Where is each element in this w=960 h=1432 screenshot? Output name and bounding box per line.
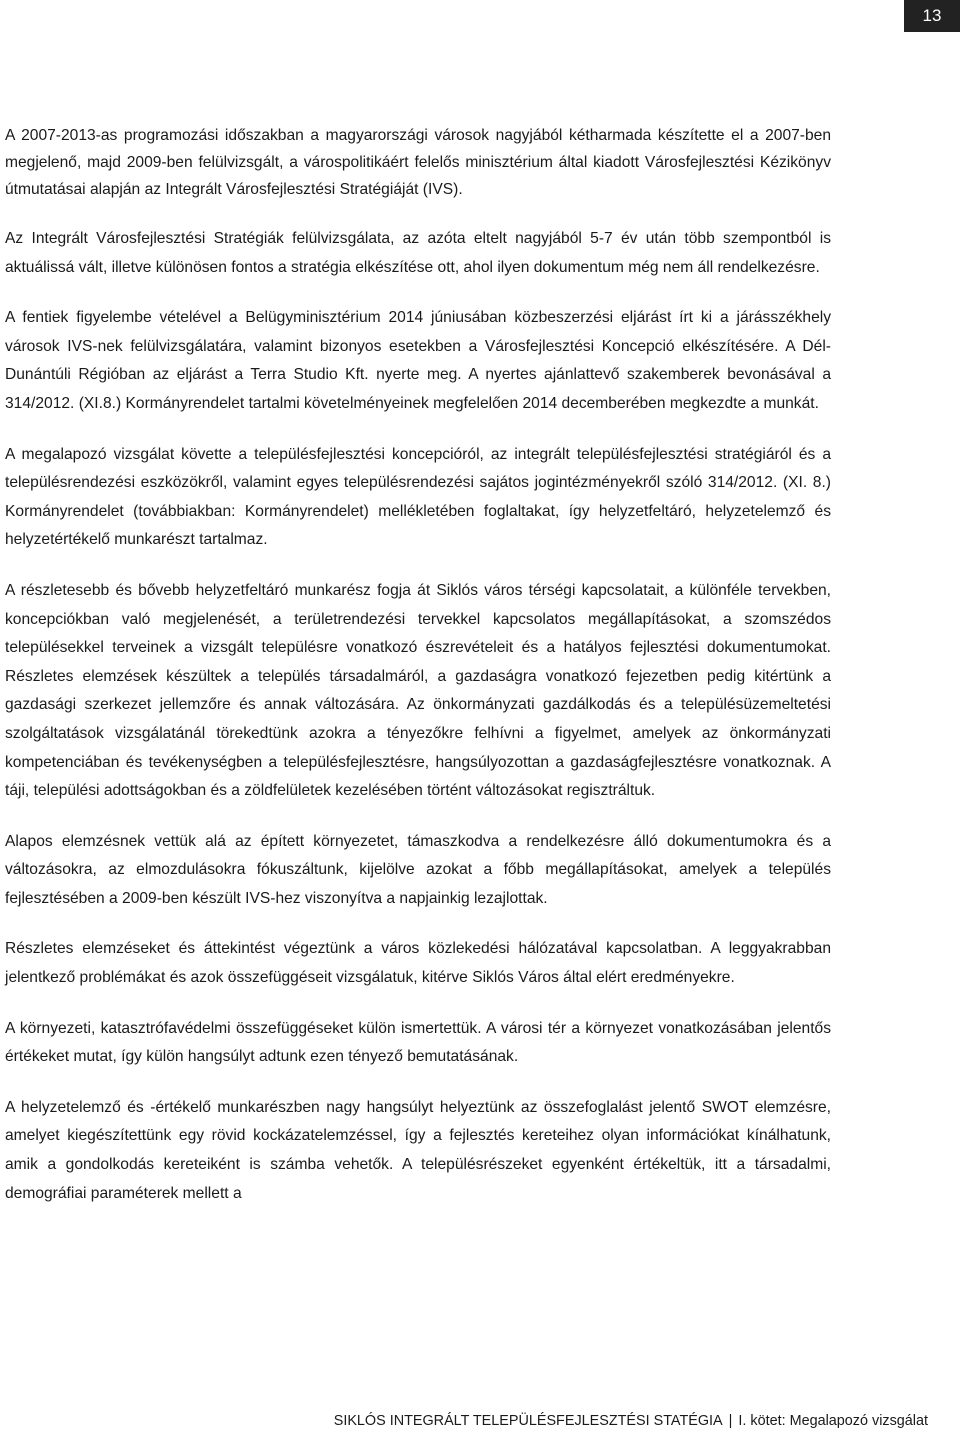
page-number: 13 (904, 0, 960, 32)
footer-title: SIKLÓS INTEGRÁLT TELEPÜLÉSFEJLESZTÉSI STATÉGIA (333, 1413, 723, 1429)
paragraph-built-environment: Alapos elemzésnek vettük alá az épített környezetet, támaszkodva a rendelkezésre álló dokumentumokra és a változásokra, az elmozdulásokra fókuszáltunk, kijelölve azokat a főbb megállapításokat, amelyek a település fejlesztésében a 2009-ben készült IVS-hez viszonyítva a napjainkig lezajlottak. (5, 832, 831, 907)
page-footer (334, 1411, 928, 1431)
paragraph-swot: A helyzetelemző és -értékelő munkarészben nagy hangsúlyt helyeztünk az összefoglalást jelentő SWOT elemzésre, amelyet kiegészítettünk egy rövid kockázatelemzéssel, így a fejlesztés kereteihez olyan információkat kínálhatunk, amik a gondolkodás kereteiként is számba vehetők. A településrészeket egyenként értékeltük, itt a társadalmi, demográfiai paraméterek mellett a (5, 1098, 831, 1202)
footer-separator: | (728, 1413, 733, 1429)
paragraph-foundation-study: A megalapozó vizsgálat követte a településfejlesztési koncepcióról, az integrált településfejlesztési stratégiáról és a településrendezési eszközökről, valamint egyes településrendezési sajátos jogintézményekről szóló 314/2012. (XI. 8.) Kormányrendelet (továbbiakban: Kormányrendelet) mellékletében foglaltakat, így helyzetfeltáró, helyzetelemző és helyzetértékelő munkarészt tartalmaz. (5, 445, 831, 549)
document-body (5, 122, 831, 1230)
paragraph-transport: Részletes elemzéseket és áttekintést végeztünk a város közlekedési hálózatával kapcsolatban. A leggyakrabban jelentkező problémákat és azok összefüggéseit vizsgálatuk, kitérve Siklós Város által elért eredményekre. (5, 940, 831, 987)
paragraph-procurement: A fentiek figyelembe vételével a Belügyminisztérium 2014 júniusában közbeszerzési eljárást írt ki a járásszékhely városok IVS-nek felülvizsgálatára, valamint bizonyos esetekben a Városfejlesztési Koncepció elkészítésére. A Dél-Dunántúli Régióban az eljárást a Terra Studio Kft. nyerte meg. A nyertes ajánlattevő szakemberek bevonásával a 314/2012. (XI.8.) Kormányrendelet tartalmi követelményeinek megfelelően 2014 decemberében megkezdte a munkát. (5, 309, 831, 412)
paragraph-ivs-review: Az Integrált Városfejlesztési Stratégiák felülvizsgálata, az azóta eltelt nagyjából 5-7 év után több szempontból is aktuálissá vált, illetve különösen fontos a stratégia elkészítése ott, ahol ilyen dokumentum még nem áll rendelkezésre. (5, 230, 831, 276)
paragraph-intro: A 2007-2013-as programozási időszakban a magyarországi városok nagyjából kétharmada készítette el a 2007-ben megjelenő, majd 2009-ben felülvizsgált, a várospolitikáért felelős minisztérium által kiadott Városfejlesztési Kézikönyv útmutatásai alapján az Integrált Városfejlesztési Stratégiáját (IVS). (5, 127, 831, 198)
paragraph-environment: A környezeti, katasztrófavédelmi összefüggéseket külön ismertettük. A városi tér a környezet vonatkozásában jelentős értékeket mutat, így külön hangsúlyt adtunk ezen tényező bemutatásának. (5, 1019, 831, 1066)
footer-volume: I. kötet: Megalapozó vizsgálat (738, 1413, 928, 1429)
paragraph-situation-analysis: A részletesebb és bővebb helyzetfeltáró munkarész fogja át Siklós város térségi kapcsolatait, a különféle tervekben, koncepciókban való megjelenését, a területrendezési tervekkel kapcsolatos megállapításokat, a szomszédos településekkel terveinek a vizsgált településre vonatkozó észrevételeit és a hatályos fejlesztési dokumentumokat. Részletes elemzések készültek a település társadalmáról, a gazdaságra vonatkozó fejezetben pedig kitértünk a gazdasági szerkezet jellemzőre és annak változására. Az önkormányzati gazdálkodás és a településüzemeltetési szolgáltatások vizsgálatánál törekedtünk azokra a tényezőkre felhívni a figyelmet, amelyek az önkormányzati kompetenciában és tevékenységben a településfejlesztésre, hangsúlyozottan a gazdaságfejlesztésre vonatkoznak. A táji, települési adottságokban és a zöldfelületek kezelésében történt változásokat regisztráltuk. (5, 581, 831, 800)
